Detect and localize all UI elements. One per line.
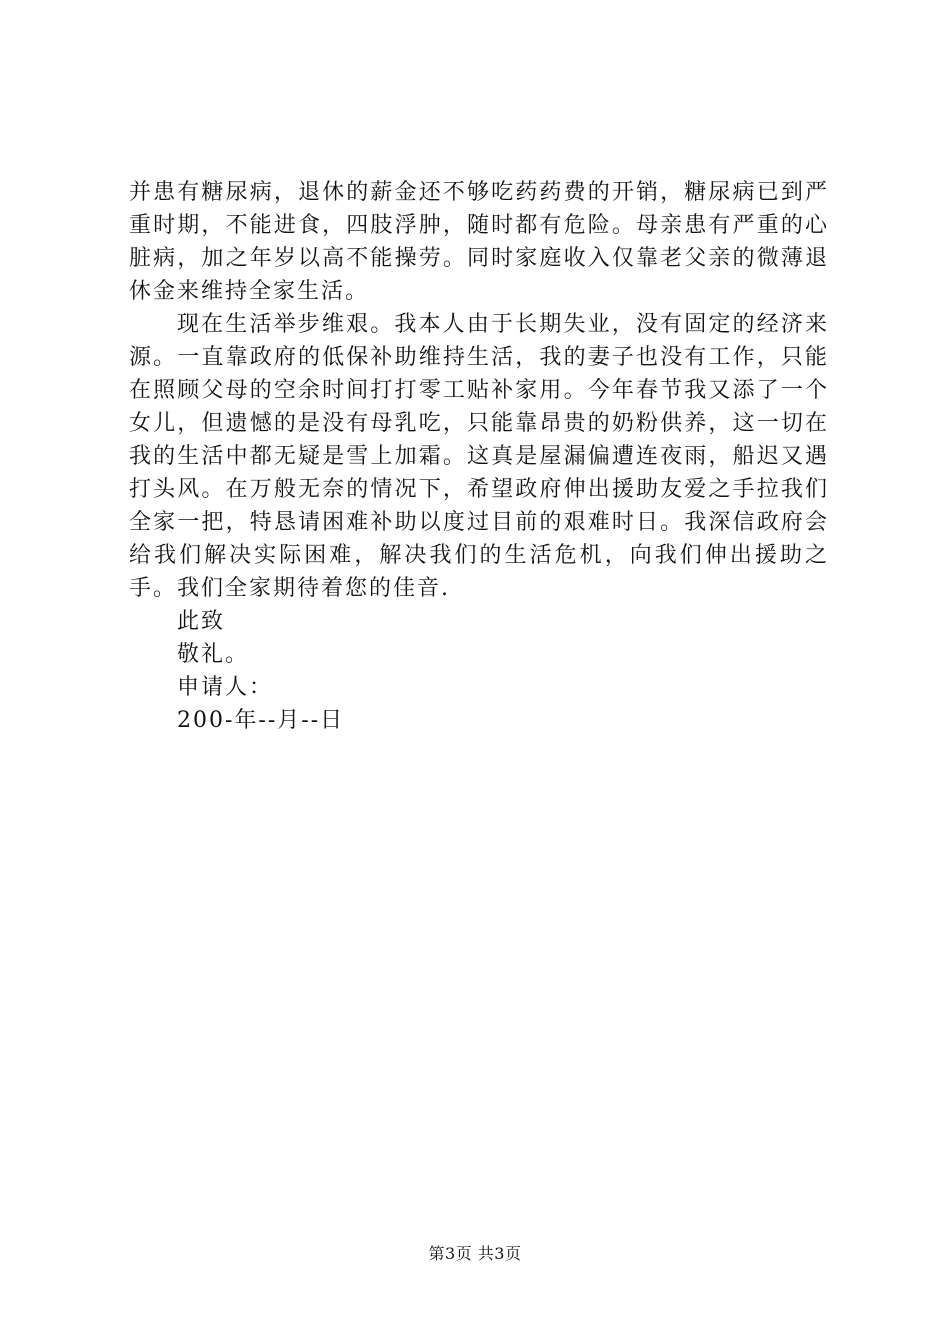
closing-date: 200-年--月--日 <box>177 708 345 733</box>
paragraph-hardship: 现在生活举步维艰。我本人由于长期失业，没有固定的经济来源。一直靠政府的低保补助维持生活，我的妻子也没有工作，只能在照顾父母的空余时间打打零工贴补家用。今年春节我又添了一个女儿，但遗憾的是没有母乳吃，只能靠昂贵的奶粉供养，这一切在我的生活中都无疑是雪上加霜。这真是屋漏偏遭连夜雨，船迟又遇打头风。在万般无奈的情况下，希望政府伸出援助友爱之手拉我们全家一把，特恳请困难补助以度过目前的艰难时日。我深信政府会给我们解决实际困难，解决我们的生活危机，向我们伸出援助之手。我们全家期待着您的佳音. <box>129 312 829 601</box>
page-footer: 第3页 共3页 <box>428 1244 522 1263</box>
closing-respect: 敬礼。 <box>177 642 250 667</box>
document-body <box>129 176 829 737</box>
closing-salutation: 此致 <box>177 609 226 634</box>
paragraph-continued: 并患有糖尿病，退休的薪金还不够吃药药费的开销，糖尿病已到严重时期，不能进食，四肢浮肿，随时都有危险。母亲患有严重的心脏病，加之年岁以高不能操劳。同时家庭收入仅靠老父亲的微薄退休金来维持全家生活。 <box>129 180 829 304</box>
closing-applicant: 申请人： <box>177 675 274 700</box>
